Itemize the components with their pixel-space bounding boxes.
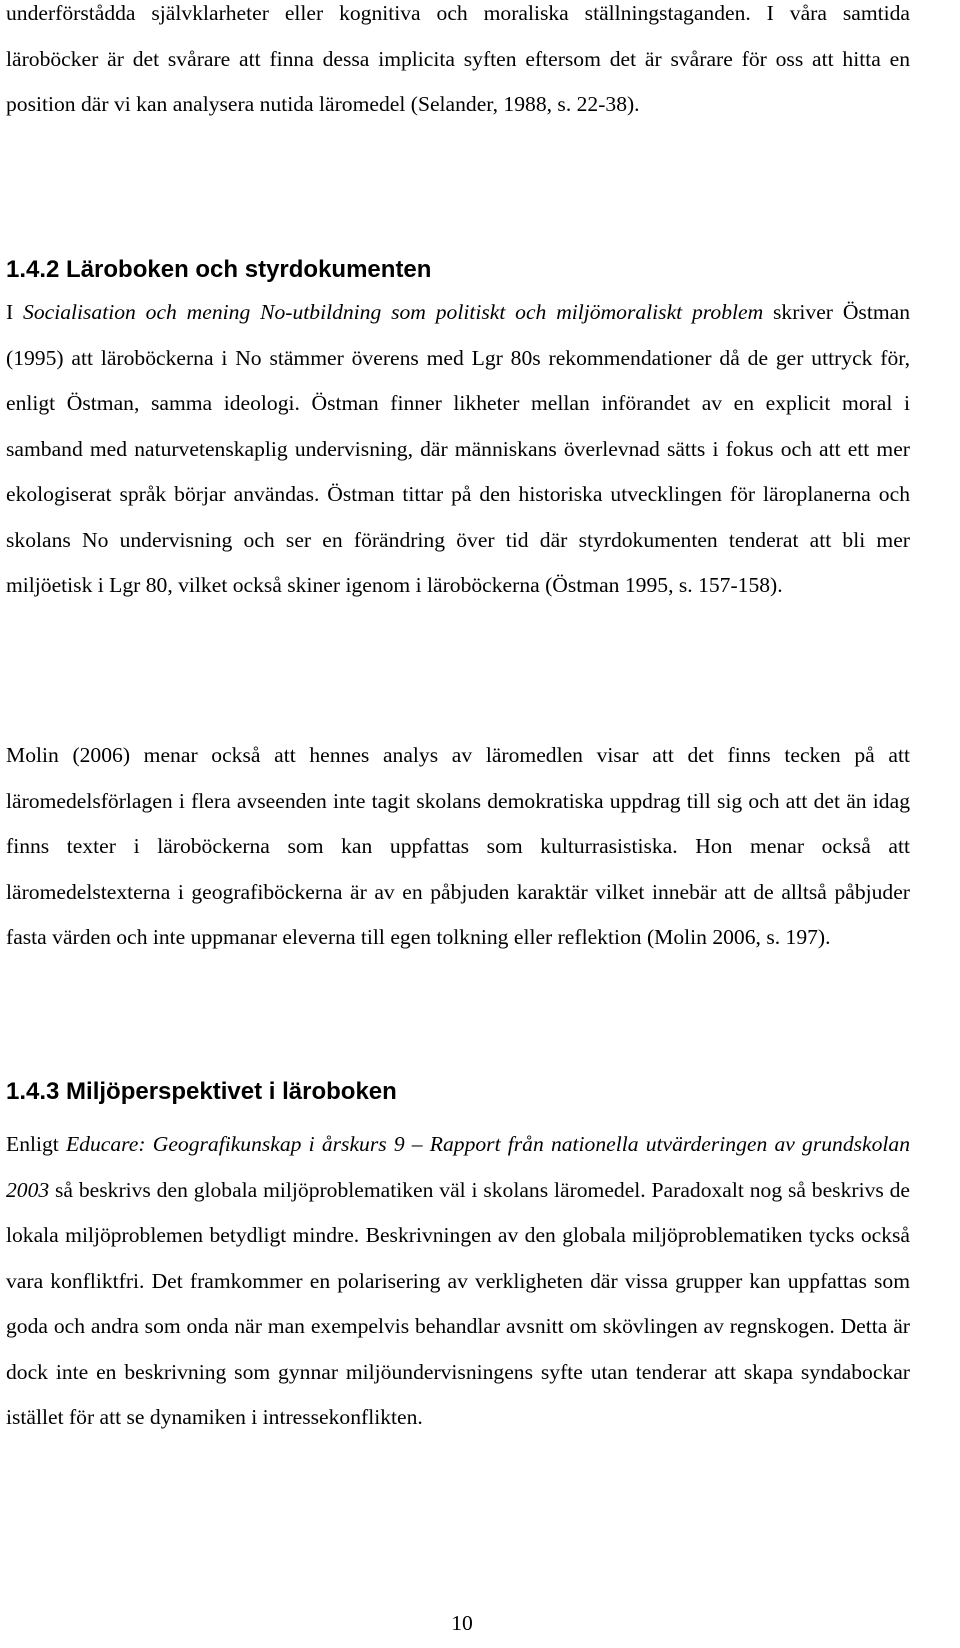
- cited-book-title: Socialisation och mening No-utbildning som politiskt och miljömoraliskt problem: [23, 300, 764, 324]
- body-paragraph: [6, 1122, 910, 1441]
- paragraph-text: Enligt: [6, 1132, 66, 1156]
- section-heading: 1.4.2 Läroboken och styrdokumenten: [6, 256, 432, 283]
- cited-report-title: Educare: Geografikunskap i årskurs 9 – Rapport från nationella utvärderingen av grundskolan 2003: [6, 1132, 910, 1202]
- paragraph-text: så beskrivs den globala miljöproblematiken väl i skolans läromedel. Paradoxalt nog så beskrivs de lokala miljöproblemen betydligt mindre. Beskrivningen av den globala miljöproblematiken tycks också vara konfliktfri. Det framkommer en polarisering av verkligheten där vissa grupper kan uppfattas som goda och andra som onda när man exempelvis behandlar avsnitt om skövlingen av regnskogen. Detta är dock inte en beskrivning som gynnar miljöundervisningens syfte utan tenderar att skapa syndabockar istället för att se dynamiken i intressekonflikten.: [6, 1177, 910, 1429]
- section-heading: 1.4.3 Miljöperspektivet i läroboken: [6, 1078, 397, 1105]
- body-paragraph: underförstådda självklarheter eller kognitiva och moraliska ställningstaganden. I våra samtida läroböcker är det svårare att finna dessa implicita syften eftersom det är svårare för oss att hitta en position där vi kan analysera nutida läromedel (Selander, 1988, s. 22-38).: [6, 1, 910, 116]
- paragraph-text: skriver Östman (1995) att läroböckerna i No stämmer överens med Lgr 80s rekommendationer då de ger uttryck för, enligt Östman, samma ideologi. Östman finner likheter mellan införandet av en explicit moral i samband med naturvetenskaplig undervisning, där människans överlevnad sätts i fokus och att ett mer ekologiserat språk börjar användas. Östman tittar på den historiska utvecklingen för läroplanerna och skolans No undervisning och ser en förändring över tid där styrdokumenten tenderat att bli mer miljöetisk i Lgr 80, vilket också skiner igenom i läroböckerna (Östman 1995, s. 157-158).: [6, 300, 911, 597]
- page-number: 10: [451, 1611, 473, 1635]
- body-paragraph: Molin (2006) menar också att hennes analys av läromedlen visar att det finns tecken på att läromedelsförlagen i flera avseenden inte tagit skolans demokratiska uppdrag till sig och att det än idag finns texter i läroböckerna som kan uppfattas som kulturrasistiska. Hon menar också att läromedelstexterna i geografiböckerna är av en påbjuden karaktär vilket innebär att de alltså påbjuder fasta värden och inte uppmanar eleverna till egen tolkning eller reflektion (Molin 2006, s. 197).: [6, 743, 910, 949]
- paragraph-text: I: [6, 300, 24, 324]
- body-paragraph: [6, 290, 910, 609]
